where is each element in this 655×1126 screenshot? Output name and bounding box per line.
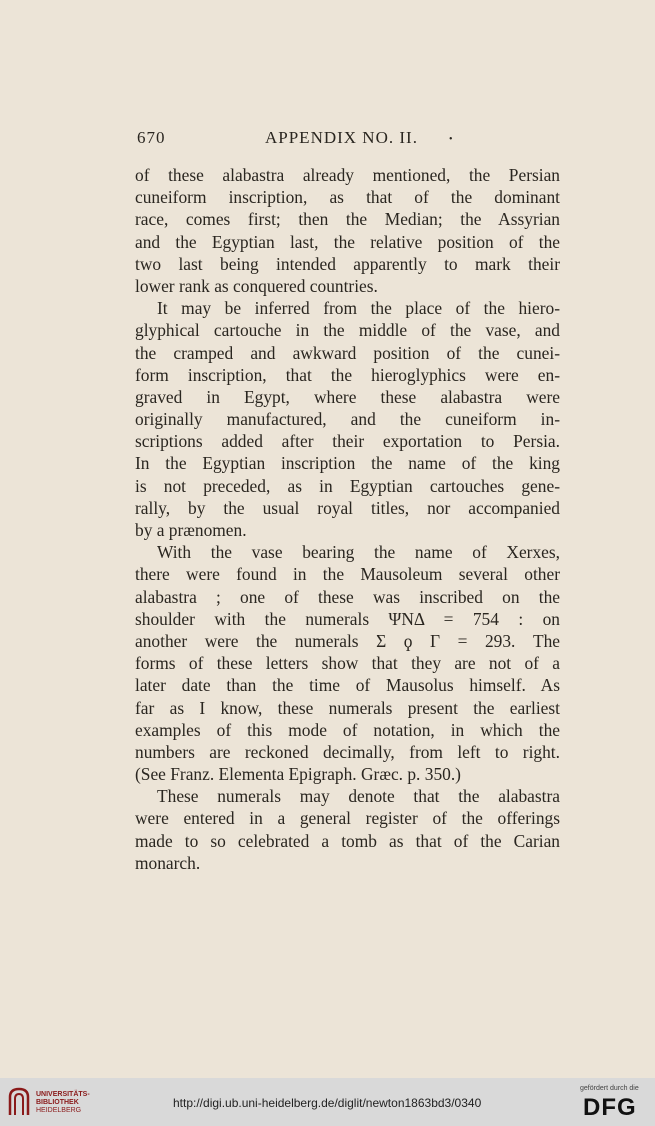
- text-line: of these alabastra already mentioned, the Persian: [135, 165, 560, 185]
- text-line: and the Egyptian last, the relative position of the: [135, 231, 560, 252]
- text-line: cuneiform inscription, as that of the dominant: [135, 187, 560, 208]
- text-line: is not preceded, as in Egyptian cartouches gene-: [135, 475, 560, 496]
- text-line: form inscription, that the hieroglyphics were en-: [135, 364, 560, 385]
- text-line: scriptions added after their exportation to Persia.: [135, 431, 560, 452]
- page-header: [137, 128, 557, 150]
- text-line: race, comes first; then the Median; the Assyrian: [135, 209, 560, 230]
- text-line: It may be inferred from the place of the hiero-: [157, 298, 560, 319]
- text-line: there were found in the Mausoleum several other: [135, 564, 560, 585]
- running-title: APPENDIX NO. II.: [265, 128, 418, 147]
- library-logo-icon: [8, 1087, 30, 1117]
- text-line: (See Franz. Elementa Epigraph. Græc. p. 350.): [135, 764, 461, 785]
- text-line: two last being intended apparently to mark their: [135, 253, 560, 274]
- text-line: numbers are reckoned decimally, from left to right.: [135, 741, 560, 762]
- text-line: lower rank as conquered countries.: [135, 275, 378, 296]
- funded-by-label: gefördert durch die: [580, 1085, 639, 1092]
- library-line2: BIBLIOTHEK: [36, 1099, 79, 1106]
- text-line: the cramped and awkward position of the cunei-: [135, 342, 560, 363]
- text-line: originally manufactured, and the cuneiform in-: [135, 409, 560, 430]
- page-number: 670: [137, 128, 166, 147]
- text-line: forms of these letters show that they are not of a: [135, 653, 560, 674]
- library-name: [36, 1091, 90, 1115]
- text-line: shoulder with the numerals ΨΝΔ = 754 : on: [135, 608, 560, 629]
- permalink-url[interactable]: http://digi.ub.uni-heidelberg.de/diglit/newton1863bd3/0340: [173, 1096, 482, 1110]
- text-line: graved in Egypt, where these alabastra were: [135, 386, 560, 407]
- library-line3: HEIDELBERG: [36, 1107, 82, 1114]
- text-line: With the vase bearing the name of Xerxes,: [157, 542, 560, 563]
- text-line: later date than the time of Mausolus himself. As: [135, 675, 560, 696]
- library-line1: UNIVERSITÄTS-: [36, 1091, 90, 1098]
- text-line: by a prænomen.: [135, 520, 247, 540]
- dfg-logo: DFG: [583, 1094, 637, 1121]
- header-dot: •: [449, 134, 454, 145]
- text-line: were entered in a general register of the offerings: [135, 808, 560, 829]
- text-line: another were the numerals Σ ϙ Γ = 293. The: [135, 630, 560, 651]
- text-line: monarch.: [135, 852, 201, 873]
- text-line: made to so celebrated a tomb as that of the Carian: [135, 830, 560, 851]
- viewer-footer: [0, 1078, 655, 1126]
- text-line: glyphical cartouche in the middle of the vase, and: [135, 320, 560, 341]
- text-line: These numerals may denote that the alabastra: [157, 786, 560, 807]
- text-line: examples of this mode of notation, in which the: [135, 719, 560, 740]
- text-line: rally, by the usual royal titles, nor accompanied: [135, 497, 560, 518]
- body-text: [135, 164, 560, 874]
- text-line: alabastra ; one of these was inscribed on the: [135, 586, 560, 607]
- text-line: In the Egyptian inscription the name of the king: [135, 453, 560, 474]
- text-line: far as I know, these numerals present the earliest: [135, 697, 560, 718]
